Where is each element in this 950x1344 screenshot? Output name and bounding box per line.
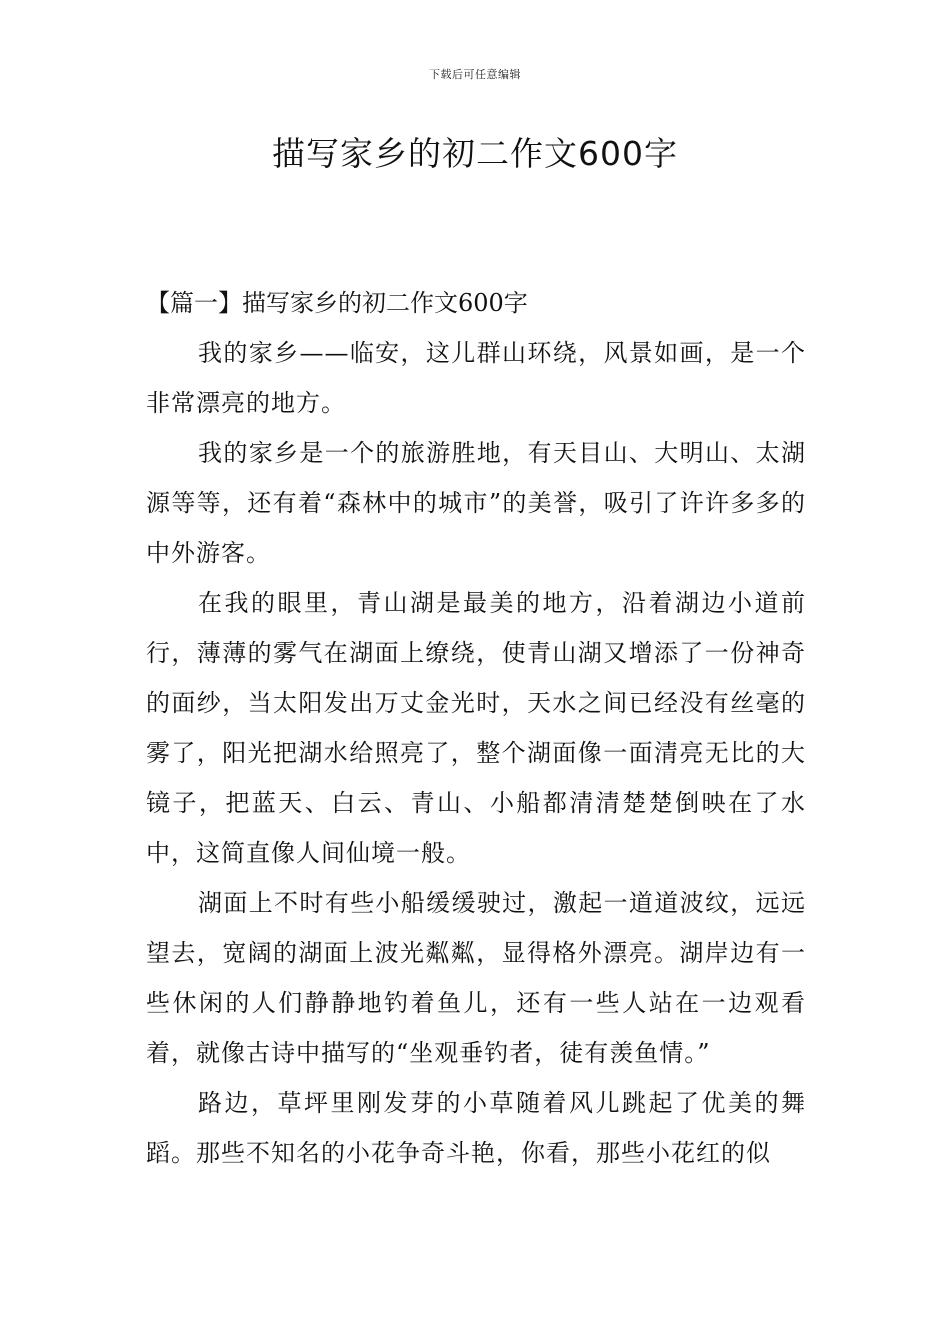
header-note: 下载后可任意编辑	[429, 68, 521, 81]
paragraph-1: 我的家乡——临安，这儿群山环绕，风景如画，是一个非常漂亮的地方。	[146, 339, 806, 417]
paragraph-4: 湖面上不时有些小船缓缓驶过，激起一道道波纹，远远望去，宽阔的湖面上波光粼粼，显得格外漂亮。湖岸边有一些休闲的人们静静地钓着鱼儿，还有一些人站在一边观看着，就像古诗中描写的“坐观垂钓者，徒有羡鱼情。”	[146, 889, 806, 1067]
section-heading: 【篇一】描写家乡的初二作文600字	[146, 289, 528, 317]
document-title: 描写家乡的初二作文600字	[272, 134, 678, 173]
paragraph-2: 我的家乡是一个的旅游胜地，有天目山、大明山、太湖源等等，还有着“森林中的城市”的美誉，吸引了许许多多的中外游客。	[146, 439, 806, 567]
paragraph-3: 在我的眼里，青山湖是最美的地方，沿着湖边小道前行，薄薄的雾气在湖面上缭绕，使青山湖又增添了一份神奇的面纱，当太阳发出万丈金光时，天水之间已经没有丝毫的雾了，阳光把湖水给照亮了，整个湖面像一面清亮无比的大镜子，把蓝天、白云、青山、小船都清清楚楚倒映在了水中，这简直像人间仙境一般。	[146, 589, 806, 867]
document-body	[146, 278, 806, 1178]
paragraph-5: 路边，草坪里刚发芽的小草随着风儿跳起了优美的舞蹈。那些不知名的小花争奇斗艳，你看，那些小花红的似	[146, 1089, 806, 1167]
